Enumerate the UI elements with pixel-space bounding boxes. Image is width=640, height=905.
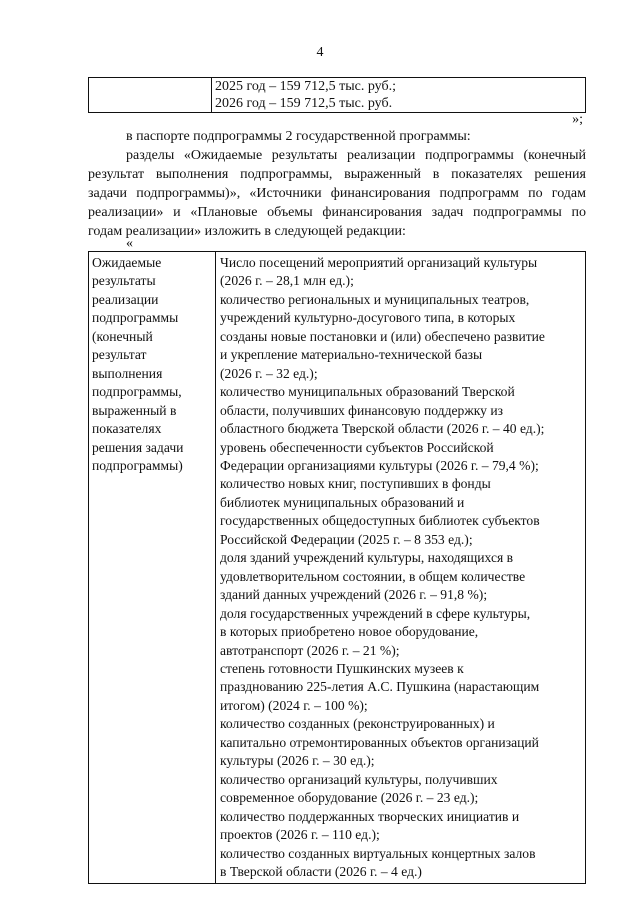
results-content-cell bbox=[216, 252, 586, 884]
result-line: области, получивших финансовую поддержку из bbox=[220, 402, 503, 418]
result-line: (2026 г. – 32 ед.); bbox=[220, 365, 318, 381]
result-line: Число посещений мероприятий организаций культуры bbox=[220, 255, 538, 270]
result-line: Федерации организациями культуры (2026 г. – 79,4 %); bbox=[220, 457, 539, 473]
result-line: в которых приобретено новое оборудование, bbox=[220, 624, 479, 640]
result-line: количество созданных виртуальных концертных залов bbox=[220, 845, 536, 861]
result-line: современное оборудование (2026 г. – 23 ед.); bbox=[220, 790, 479, 806]
result-line: культуры (2026 г. – 30 ед.); bbox=[220, 753, 375, 769]
result-line: уровень обеспеченности субъектов Российской bbox=[220, 439, 494, 455]
result-line: доля зданий учреждений культуры, находящихся в bbox=[220, 550, 514, 566]
result-line: областного бюджета Тверской области (2026 г. – 40 ед.); bbox=[220, 421, 545, 437]
label-line: подпрограммы) bbox=[92, 457, 183, 473]
result-line: количество поддержанных творческих инициатив и bbox=[220, 808, 520, 824]
opening-quote: « bbox=[126, 236, 133, 251]
funding-line-2026: 2026 год – 159 712,5 тыс. руб. bbox=[215, 96, 393, 111]
result-line: библиотек муниципальных образований и bbox=[220, 494, 465, 510]
result-line: празднованию 225-летия А.С. Пушкина (нарастающим bbox=[220, 679, 540, 695]
top-table-empty-cell bbox=[89, 78, 212, 113]
result-line: в Тверской области (2026 г. – 4 ед.) bbox=[220, 863, 422, 879]
paragraph-sections bbox=[88, 146, 586, 241]
top-table bbox=[88, 77, 586, 113]
result-line: удовлетворительном состоянии, в общем количестве bbox=[220, 568, 526, 584]
result-line: степень готовности Пушкинских музеев к bbox=[220, 660, 464, 676]
result-line: количество новых книг, поступивших в фонды bbox=[220, 476, 491, 492]
result-line: созданы новые постановки и (или) обеспечено развитие bbox=[220, 328, 545, 344]
funding-line-2025: 2025 год – 159 712,5 тыс. руб.; bbox=[215, 79, 396, 94]
result-line: автотранспорт (2026 г. – 21 %); bbox=[220, 642, 400, 658]
result-line: (2026 г. – 28,1 млн ед.); bbox=[220, 273, 354, 289]
result-line: Российской Федерации (2025 г. – 8 353 ед.); bbox=[220, 531, 473, 547]
page-number: 4 bbox=[316, 45, 324, 60]
result-line: количество региональных и муниципальных театров, bbox=[220, 291, 530, 307]
label-line: подпрограммы, bbox=[92, 384, 182, 400]
label-line: выполнения bbox=[92, 365, 163, 381]
label-line: показателях bbox=[92, 421, 162, 437]
label-line: подпрограммы bbox=[92, 310, 179, 326]
result-line: проектов (2026 г. – 110 ед.); bbox=[220, 827, 380, 843]
label-line: результат bbox=[92, 347, 147, 363]
result-line: количество организаций культуры, получивших bbox=[220, 771, 498, 787]
label-line: результаты bbox=[92, 273, 156, 289]
result-line: количество созданных (реконструированных) и bbox=[220, 716, 495, 732]
result-line: учреждений культурно-досугового типа, в которых bbox=[220, 310, 516, 326]
top-table-funding-cell bbox=[212, 78, 586, 113]
paragraph-line: реализации» и «Плановые объемы финансирования задач подпрограммы по bbox=[88, 205, 586, 220]
paragraph-passport bbox=[88, 127, 586, 146]
top-table-row bbox=[89, 78, 586, 113]
result-line: государственных общедоступных библиотек субъектов bbox=[220, 513, 540, 529]
results-table-row bbox=[89, 252, 586, 884]
label-line: реализации bbox=[92, 291, 159, 307]
label-line: выраженный в bbox=[92, 402, 177, 418]
results-table bbox=[88, 251, 586, 884]
paragraph-line: задачи подпрограммы)», «Источники финансирования подпрограмм по годам bbox=[88, 186, 586, 201]
result-line: капитально отремонтированных объектов организаций bbox=[220, 734, 539, 750]
paragraph-line: годам реализации» изложить в следующей редакции: bbox=[88, 224, 406, 239]
paragraph-line: в паспорте подпрограммы 2 государственной программы: bbox=[126, 129, 471, 144]
result-line: зданий данных учреждений (2026 г. – 91,8 %); bbox=[220, 587, 488, 603]
result-line: количество муниципальных образований Тверской bbox=[220, 384, 515, 400]
result-line: доля государственных учреждений в сфере культуры, bbox=[220, 605, 531, 621]
paragraph-line: разделы «Ожидаемые результаты реализации подпрограммы (конечный bbox=[126, 148, 586, 163]
result-line: итогом) (2024 г. – 100 %); bbox=[220, 697, 368, 713]
paragraph-line: результат выполнения подпрограммы, выраженный в показателях решения bbox=[88, 167, 586, 182]
result-line: и укрепление материально-технической базы bbox=[220, 347, 483, 363]
label-line: Ожидаемые bbox=[92, 255, 162, 270]
closing-quote: »; bbox=[572, 112, 583, 127]
results-label-cell bbox=[89, 252, 216, 884]
label-line: решения задачи bbox=[92, 439, 184, 455]
label-line: (конечный bbox=[92, 328, 153, 344]
